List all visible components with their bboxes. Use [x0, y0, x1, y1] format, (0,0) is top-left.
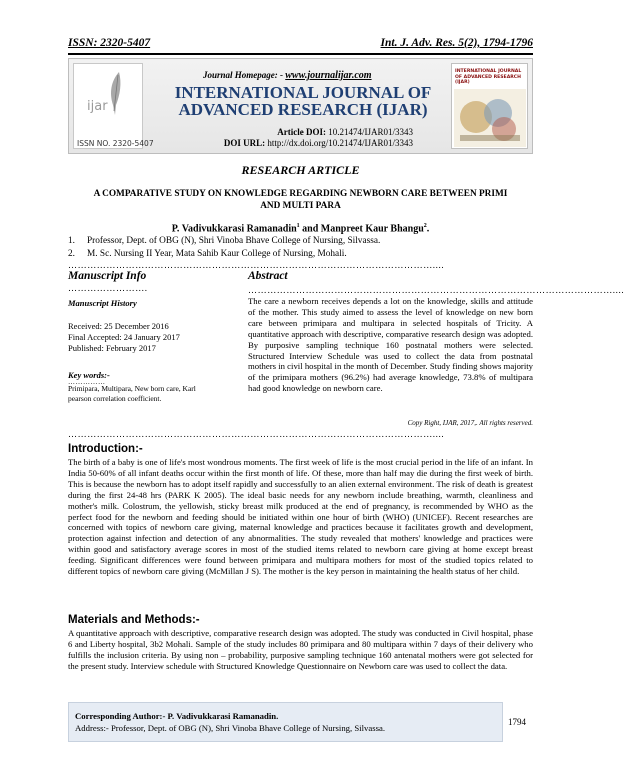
logo-issn: ISSN NO. 2320-5407 — [77, 139, 154, 148]
abstract-heading: Abstract — [248, 270, 288, 282]
journal-banner — [68, 58, 533, 154]
article-doi-label: Article DOI: — [277, 127, 326, 137]
manuscript-dots: ……………………. — [68, 283, 148, 293]
doi-url-link[interactable]: http://dx.doi.org/10.21474/IJAR01/3343 — [267, 138, 413, 148]
affiliation-number: 2. — [68, 249, 75, 259]
citation-text: Int. J. Adv. Res. 5(2), 1794-1796 — [380, 37, 533, 49]
author-1: P. Vadivukkarasi Ramanadin — [171, 223, 297, 235]
manuscript-history-label: Manuscript History — [68, 298, 137, 308]
affiliation-text: Professor, Dept. of OBG (N), Shri Vinoba Bhave College of Nursing, Silvassa. — [87, 236, 381, 246]
corr-label: Corresponding Author:- — [75, 711, 166, 721]
author-2-sup: 2 — [423, 223, 427, 229]
journal-logo — [73, 63, 154, 149]
affiliation-number: 1. — [68, 236, 75, 246]
affiliation-text: M. Sc. Nursing II Year, Mata Sahib Kaur College of Nursing, Mohali. — [87, 249, 347, 259]
introduction-text: The birth of a baby is one of life's most wondrous moments. The first week of life is the most crucial period in the life of an infant. In India 50-60% of all infant deaths occur within the first month of life. Of these, more than half may die during the first week of birth. This is because the newborn has to adopt itself rapidly and successfully to an alien external environment. The risk of death is greatest during the first 24-48 hrs (PARK K 2005). The ideal basic needs for any newborn include breathing, warmth, cleanliness and mother's milk. Colostrum, the yellowish, sticky breast milk produced at the end of pregnancy, is recommended by WHO as the perfect food for the newborn and feeding should be initiated within one hour of birth (WHO) (UNICEF). Recent researches are concerned with topics of newborn care giving, maternal knowledge and practices because it facilitates growth and development, protection against infection and detection of any abnormalities. The study revealed that mothers' knowledge and practices were within good and satisfactory average scores in most of the studied items related to newborn care giving at home except breast feeding. Significant differences were found between primipara and multipara mothers for most of the studied topics related to different topics of newborn care giving (McMillan J S). The mother is the key person in maintaining the health status of her child. — [68, 457, 533, 577]
abstract-dots: …………………………………………………………………………………………………….... — [248, 285, 624, 295]
cover-title: INTERNATIONAL JOURNAL OF ADVANCED RESEARCH (IJAR) — [455, 69, 522, 85]
address-label: Address:- — [75, 723, 109, 733]
article-title-line2: AND MULTI PARA — [260, 201, 341, 211]
separator-dots-bottom: …………………………………………………………………………………………………….... — [68, 429, 445, 439]
article-type: RESEARCH ARTICLE — [241, 163, 360, 177]
journal-title-line2: ADVANCED RESEARCH (IJAR) — [178, 100, 428, 119]
copyright-notice: Copy Right, IJAR, 2017,. All rights reserved. — [407, 419, 533, 427]
homepage-label: Journal Homepage: - — [203, 70, 283, 80]
doi-url-label: DOI URL: — [223, 138, 266, 148]
affiliation-2 — [68, 249, 347, 259]
author-end: . — [426, 223, 430, 235]
accepted-date: Final Accepted: 24 January 2017 — [68, 332, 180, 342]
abstract-text: The care a newborn receives depends a lot on the knowledge, skills and attitude of the mother. This study aimed to assess the level of knowledge on new born care between primipara and multipara in selected hospitals of Tricity. A quantitative approach with descriptive, comparative research design was adopted. By purposive sampling technique 160 postnatal mothers were selected. Structured Interview Schedule was used to collect the data from postnatal mothers in civil hospital in the month of December. Study finding shows majority of the primipara mothers (96.2%) had average knowledge, 73.8% of multipara had good knowledge on newborn care. — [248, 296, 533, 394]
keywords: Primipara, Multipara, New born care, Karl pearson correlation coefficient. — [68, 384, 196, 403]
article-doi: 10.21474/IJAR01/3343 — [328, 127, 413, 137]
received-date: Received: 25 December 2016 — [68, 321, 169, 331]
author-and: and — [299, 223, 321, 235]
journal-homepage — [203, 70, 372, 81]
logo-text: ijar — [87, 99, 108, 114]
header-rule — [68, 53, 533, 55]
keywords-dots: …………… — [68, 378, 106, 386]
page-number: 1794 — [508, 717, 526, 727]
issn-text: ISSN: 2320-5407 — [68, 37, 151, 49]
separator-dots-top: …………………………………………………………………………………………………….... — [68, 260, 445, 270]
article-title — [68, 188, 533, 212]
doi-block — [193, 127, 413, 149]
article-title-line1: A COMPARATIVE STUDY ON KNOWLEDGE REGARDING NEWBORN CARE BETWEEN PRIMI — [93, 189, 508, 199]
quill-icon — [107, 71, 123, 117]
cover-artwork-icon — [454, 89, 526, 147]
methods-heading: Materials and Methods:- — [68, 614, 200, 626]
methods-text: A quantitative approach with descriptive, comparative research design was adopted. The study was conducted in Civil hospital, phase 6 and Liberty hospital, 3b2 Mohali. Sample of the study includes 80 primipara and 80 multipara within 7 days of their delivery who fulfills the inclusion criteria. By using non – probability, purposive sampling technique 160 antenatal mothers were got selected for the present study. Interview schedule with Structured Knowledge Questionnaire on Newborn care was used to collect the data. — [68, 628, 533, 671]
manuscript-info-heading: Manuscript Info — [68, 270, 147, 282]
journal-title-line1: INTERNATIONAL JOURNAL OF — [174, 83, 432, 102]
author-1-sup: 1 — [296, 223, 300, 229]
author-2: Manpreet Kaur Bhangu — [320, 223, 424, 235]
authors-line — [68, 223, 533, 234]
corr-name: P. Vadivukkarasi Ramanadin. — [167, 711, 279, 721]
journal-cover-thumbnail — [451, 63, 528, 149]
keywords-label: Key words:- — [68, 370, 110, 380]
introduction-heading: Introduction:- — [68, 443, 143, 455]
journal-title — [171, 84, 435, 118]
manuscript-dates — [68, 321, 180, 354]
affiliation-1 — [68, 236, 380, 246]
corresponding-author-box — [68, 702, 503, 742]
homepage-link[interactable]: www.journalijar.com — [285, 70, 372, 81]
address-text: Professor, Dept. of OBG (N), Shri Vinoba Bhave College of Nursing, Silvassa. — [110, 723, 385, 733]
page-header — [68, 37, 533, 49]
published-date: Published: February 2017 — [68, 343, 156, 353]
